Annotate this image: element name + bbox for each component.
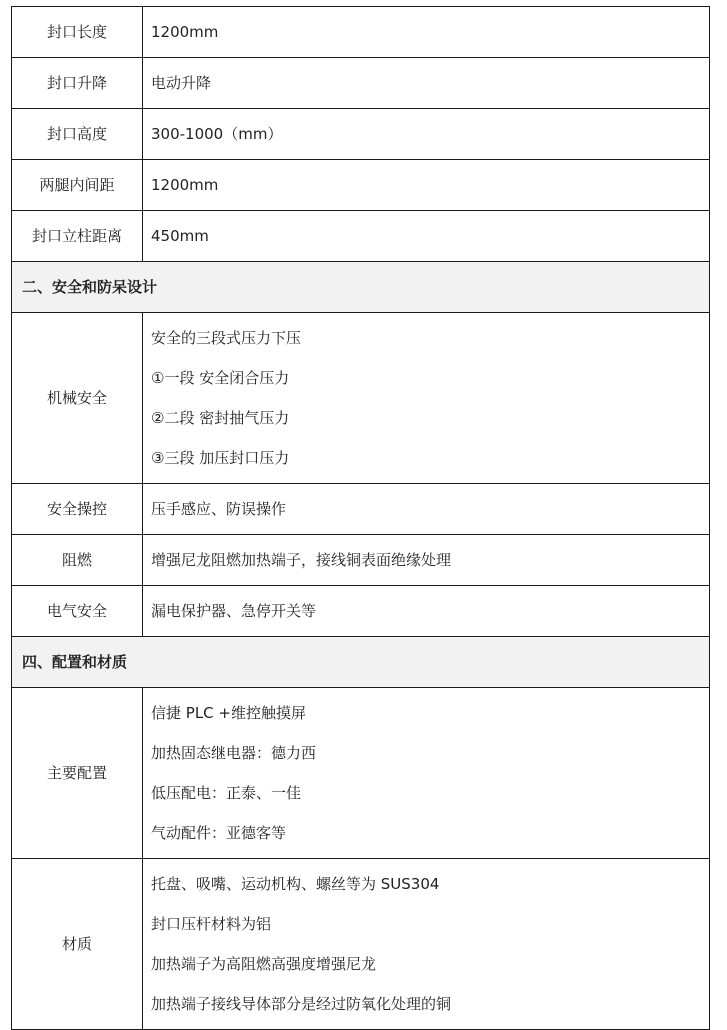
row-label: 封口长度 bbox=[12, 7, 143, 58]
row-label: 两腿内间距 bbox=[12, 160, 143, 211]
table-row bbox=[12, 211, 710, 262]
value-line: ②二段 密封抽气压力 bbox=[151, 409, 290, 427]
row-label: 封口立柱距离 bbox=[12, 211, 143, 262]
row-value: 压手感应、防误操作 bbox=[143, 484, 710, 535]
value-line: 加热端子接线导体部分是经过防氧化处理的铜 bbox=[151, 995, 452, 1013]
row-label: 安全操控 bbox=[12, 484, 143, 535]
value-line: 气动配件：亚德客等 bbox=[151, 824, 287, 842]
row-label: 电气安全 bbox=[12, 586, 143, 637]
value-line: ①一段 安全闭合压力 bbox=[151, 369, 290, 387]
table-row bbox=[12, 586, 710, 637]
row-label: 材质 bbox=[12, 859, 143, 1030]
value-line: 安全的三段式压力下压 bbox=[151, 329, 302, 347]
table-row bbox=[12, 160, 710, 211]
value-line: 信捷 PLC +维控触摸屏 bbox=[151, 704, 306, 722]
row-label: 主要配置 bbox=[12, 688, 143, 859]
value-line: ③三段 加压封口压力 bbox=[151, 449, 290, 467]
row-value: 450mm bbox=[143, 211, 710, 262]
value-line: 封口压杆材料为铝 bbox=[151, 915, 272, 933]
table-row bbox=[12, 7, 710, 58]
row-value-multiline bbox=[143, 859, 710, 1030]
row-value: 1200mm bbox=[143, 160, 710, 211]
value-line: 加热固态继电器：德力西 bbox=[151, 744, 317, 762]
spec-table bbox=[11, 6, 710, 1030]
section-header-row bbox=[12, 637, 710, 688]
table-row bbox=[12, 58, 710, 109]
table-row bbox=[12, 484, 710, 535]
row-value: 1200mm bbox=[143, 7, 710, 58]
row-value-multiline bbox=[143, 688, 710, 859]
table-row bbox=[12, 688, 710, 859]
table-row bbox=[12, 109, 710, 160]
value-line: 托盘、吸嘴、运动机构、螺丝等为 SUS304 bbox=[151, 875, 440, 893]
row-label: 封口高度 bbox=[12, 109, 143, 160]
row-value-multiline bbox=[143, 313, 710, 484]
value-line: 加热端子为高阻燃高强度增强尼龙 bbox=[151, 955, 377, 973]
row-value: 漏电保护器、急停开关等 bbox=[143, 586, 710, 637]
row-label: 阻燃 bbox=[12, 535, 143, 586]
row-label: 封口升降 bbox=[12, 58, 143, 109]
row-label: 机械安全 bbox=[12, 313, 143, 484]
value-line: 低压配电：正泰、一佳 bbox=[151, 784, 302, 802]
row-value: 电动升降 bbox=[143, 58, 710, 109]
section-header-row bbox=[12, 262, 710, 313]
table-row bbox=[12, 535, 710, 586]
section-title-config: 四、配置和材质 bbox=[12, 637, 710, 688]
table-row bbox=[12, 859, 710, 1030]
row-value: 300-1000（mm） bbox=[143, 109, 710, 160]
section-title-safety: 二、安全和防呆设计 bbox=[12, 262, 710, 313]
table-row bbox=[12, 313, 710, 484]
row-value: 增强尼龙阻燃加热端子，接线铜表面绝缘处理 bbox=[143, 535, 710, 586]
